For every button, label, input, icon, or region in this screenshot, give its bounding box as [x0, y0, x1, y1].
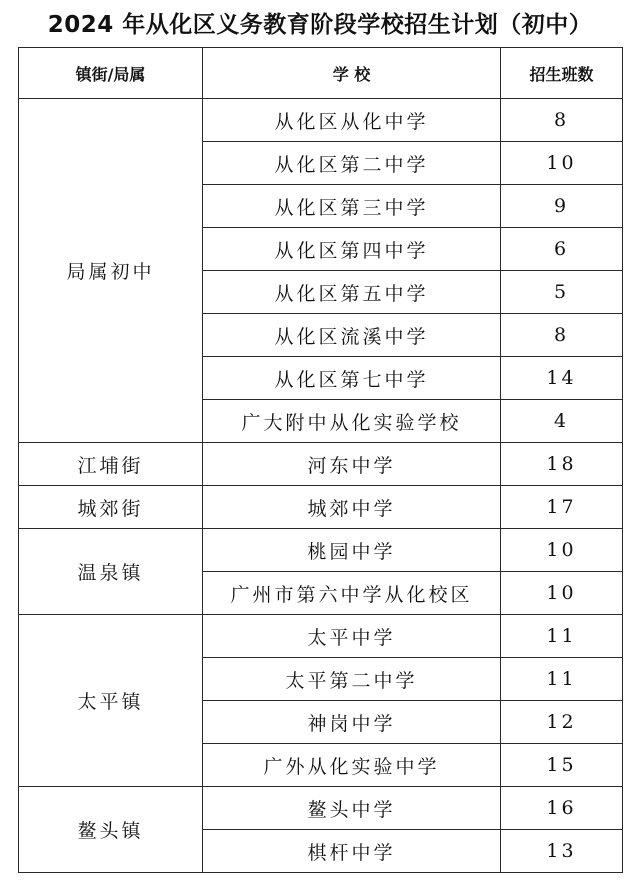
table-row: [19, 787, 623, 830]
table-row: [19, 486, 623, 529]
classes-cell: 17: [501, 486, 623, 529]
header-school: 学 校: [203, 48, 501, 99]
area-cell: 温泉镇: [19, 529, 203, 615]
school-cell: 桃园中学: [203, 529, 501, 572]
table-row: [19, 529, 623, 572]
area-cell: 局属初中: [19, 99, 203, 443]
table-row: [19, 443, 623, 486]
classes-cell: 6: [501, 228, 623, 271]
header-classes: 招生班数: [501, 48, 623, 99]
school-cell: 城郊中学: [203, 486, 501, 529]
school-cell: 从化区第二中学: [203, 142, 501, 185]
area-cell: 城郊街: [19, 486, 203, 529]
school-cell: 广外从化实验中学: [203, 744, 501, 787]
classes-cell: 8: [501, 99, 623, 142]
classes-cell: 10: [501, 142, 623, 185]
classes-cell: 10: [501, 529, 623, 572]
classes-cell: 4: [501, 400, 623, 443]
school-cell: 广大附中从化实验学校: [203, 400, 501, 443]
table-row: [19, 615, 623, 658]
area-cell: 鳌头镇: [19, 787, 203, 873]
classes-cell: 13: [501, 830, 623, 873]
enrollment-plan-table: [18, 47, 623, 873]
classes-cell: 18: [501, 443, 623, 486]
classes-cell: 16: [501, 787, 623, 830]
table-header-row: [19, 48, 623, 99]
table-row: [19, 99, 623, 142]
classes-cell: 11: [501, 615, 623, 658]
school-cell: 广州市第六中学从化校区: [203, 572, 501, 615]
school-cell: 神岗中学: [203, 701, 501, 744]
area-cell: 太平镇: [19, 615, 203, 787]
classes-cell: 9: [501, 185, 623, 228]
classes-cell: 14: [501, 357, 623, 400]
school-cell: 太平中学: [203, 615, 501, 658]
school-cell: 棋杆中学: [203, 830, 501, 873]
school-cell: 河东中学: [203, 443, 501, 486]
school-cell: 从化区第五中学: [203, 271, 501, 314]
classes-cell: 8: [501, 314, 623, 357]
classes-cell: 15: [501, 744, 623, 787]
classes-cell: 5: [501, 271, 623, 314]
school-cell: 从化区第三中学: [203, 185, 501, 228]
classes-cell: 10: [501, 572, 623, 615]
area-cell: 江埔街: [19, 443, 203, 486]
classes-cell: 12: [501, 701, 623, 744]
school-cell: 从化区从化中学: [203, 99, 501, 142]
school-cell: 从化区流溪中学: [203, 314, 501, 357]
table-body: [19, 99, 623, 873]
classes-cell: 11: [501, 658, 623, 701]
page-title: 2024 年从化区义务教育阶段学校招生计划（初中）: [47, 12, 593, 38]
header-area: 镇街/局属: [19, 48, 203, 99]
school-cell: 从化区第四中学: [203, 228, 501, 271]
school-cell: 从化区第七中学: [203, 357, 501, 400]
school-cell: 鳌头中学: [203, 787, 501, 830]
school-cell: 太平第二中学: [203, 658, 501, 701]
